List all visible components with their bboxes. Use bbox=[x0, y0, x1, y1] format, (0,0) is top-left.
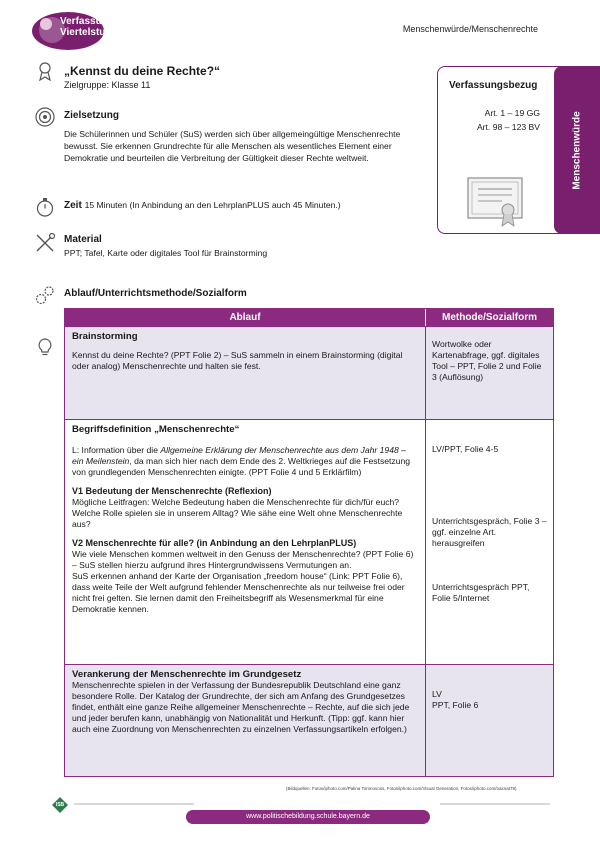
verfassungsbezug-bv: Art. 98 – 123 BV bbox=[476, 122, 540, 132]
logo-text: Verfassungs- Viertelstunde bbox=[60, 16, 124, 38]
topic-band-label: Menschenwürde bbox=[571, 110, 583, 190]
target-icon bbox=[34, 106, 56, 128]
footer-divider bbox=[440, 803, 550, 805]
footer-url-link[interactable]: www.politischebildung.schule.bayern.de bbox=[246, 813, 370, 820]
v1-title: V1 Bedeutung der Menschenrechte (Reflexion) bbox=[72, 486, 272, 496]
target-group: Zielgruppe: Klasse 11 bbox=[64, 80, 151, 90]
medal-icon bbox=[34, 60, 56, 82]
row-method: Unterrichtsgespräch, Folie 3 – ggf. einzelne Art. herausgreifen bbox=[432, 516, 547, 548]
isb-logo-text: ISB bbox=[55, 802, 65, 808]
verfassungsbezug-title: Verfassungsbezug bbox=[449, 80, 538, 91]
tools-icon bbox=[34, 232, 56, 254]
row-text: L: Information über die Allgemeine Erklärung der Menschenrechte aus dem Jahr 1948 – ein Meilenstein, da man sich hier nach dem Ende des 2. Weltkrieges auf die Festsetzung von grundlegenden Menschenrechten einigte. (PPT Folie 4 und 5 Erklärfilm) bbox=[72, 445, 411, 477]
ablauf-table bbox=[64, 308, 554, 777]
table-row bbox=[65, 419, 553, 664]
v2-title: V2 Menschenrechte für alle? (in Anbindung an den LehrplanPLUS) bbox=[72, 538, 357, 548]
table-row bbox=[65, 326, 553, 419]
col-ablauf: Ablauf bbox=[65, 309, 426, 326]
row-title: Verankerung der Menschenrechte im Grundgesetz bbox=[72, 669, 302, 680]
topic-header: Menschenwürde/Menschenrechte bbox=[402, 24, 538, 34]
zeit-text: 15 Minuten (In Anbindung an den LehrplanPLUS auch 45 Minuten.) bbox=[84, 200, 341, 210]
row-title: Brainstorming bbox=[72, 331, 138, 342]
zeit-heading: Zeit bbox=[64, 200, 82, 211]
table-header bbox=[65, 309, 553, 326]
gears-icon bbox=[34, 284, 56, 306]
material-heading: Material bbox=[64, 234, 102, 245]
row-method: LV PPT, Folie 6 bbox=[426, 665, 553, 776]
row-method: LV/PPT, Folie 4-5 bbox=[432, 444, 499, 454]
row-method: Wortwolke oder Kartenabfrage, ggf. digitales Tool – PPT, Folie 2 und Folie 3 (Auflösung) bbox=[426, 327, 553, 419]
material-text: PPT; Tafel, Karte oder digitales Tool für Brainstorming bbox=[64, 248, 268, 258]
footer-divider bbox=[74, 803, 194, 805]
image-credits: (Bildquellen: Fotos/iphoto.com/Palina Tomnovoss, Fotos/iphoto.com/Visual Generation, Fotos/iphoto.com/naxnat78) bbox=[286, 786, 517, 791]
topic-band bbox=[554, 66, 600, 234]
zielsetzung-text: Die Schülerinnen und Schüler (SuS) werden sich über allgemeingültige Menschenrechte bewusst. Sie erkennen Grundrechte für alle Menschen als wesentliches Element einer Demokratie und beurteilen die Verbreitung der Gültigkeit dieser Rechte weltweit. bbox=[64, 129, 401, 163]
lightbulb-icon bbox=[34, 336, 56, 358]
v1-text: Mögliche Leitfragen: Welche Bedeutung haben die Menschenrechte für dich/für euch? Welche Rolle spielen sie in unserem Alltag? Wie sähe eine Welt ohne Menschenrechte aus? bbox=[72, 497, 403, 529]
table-row bbox=[65, 664, 553, 776]
row-method: Unterrichtsgespräch PPT, Folie 5/Internet bbox=[432, 582, 530, 603]
ablauf-heading: Ablauf/Unterrichtsmethode/Sozialform bbox=[64, 288, 247, 299]
row-title: Begriffsdefinition „Menschenrechte“ bbox=[72, 424, 240, 435]
row-text: Menschenrechte spielen in der Verfassung der Bundesrepublik Deutschland eine ganz besondere Rolle. Der Katalog der Grundrechte, der sich am Anfang des Grundgesetzes findet, enthält eine ganze Reihe allgemeiner Menschenrechte – Rechte, auf die sich jede und jeder berufen kann, unabhängig von Nationalität und Herkunft. (Tipp: ggf. kann hier auch eine Zuordnung von Menschenrechten zu einzelnen Verfassungsartikeln erfolgen.) bbox=[72, 680, 410, 734]
certificate-icon bbox=[466, 176, 524, 228]
col-methode: Methode/Sozialform bbox=[441, 312, 537, 323]
v2-text: Wie viele Menschen kommen weltweit in den Genuss der Menschenrechte? (PPT Folie 6) – SuS stellen hierzu aufgrund ihres Hintergrundwissens Vermutungen an. bbox=[72, 549, 414, 570]
row-text: Kennst du deine Rechte? (PPT Folie 2) – SuS sammeln in einem Brainstorming (digital oder analog) Menschenrechte und halten sie fest. bbox=[72, 350, 403, 371]
page-title: „Kennst du deine Rechte?“ bbox=[64, 64, 221, 78]
zeit-block bbox=[64, 200, 341, 211]
stopwatch-icon bbox=[34, 196, 56, 218]
zielsetzung-heading: Zielsetzung bbox=[64, 110, 120, 121]
verfassungsbezug-gg: Art. 1 – 19 GG bbox=[484, 108, 540, 118]
v2-text: SuS erkennen anhand der Karte der Organisation „freedom house“ (Link: PPT Folie 6), dass weite Teile der Welt aufgrund fehlender Menschenrechte als nur teilweise frei oder nicht frei gelten. Sie lernen damit den Freiheitsbegriff als Wesensmerkmal für eine Demokratie kennen. bbox=[72, 571, 405, 614]
